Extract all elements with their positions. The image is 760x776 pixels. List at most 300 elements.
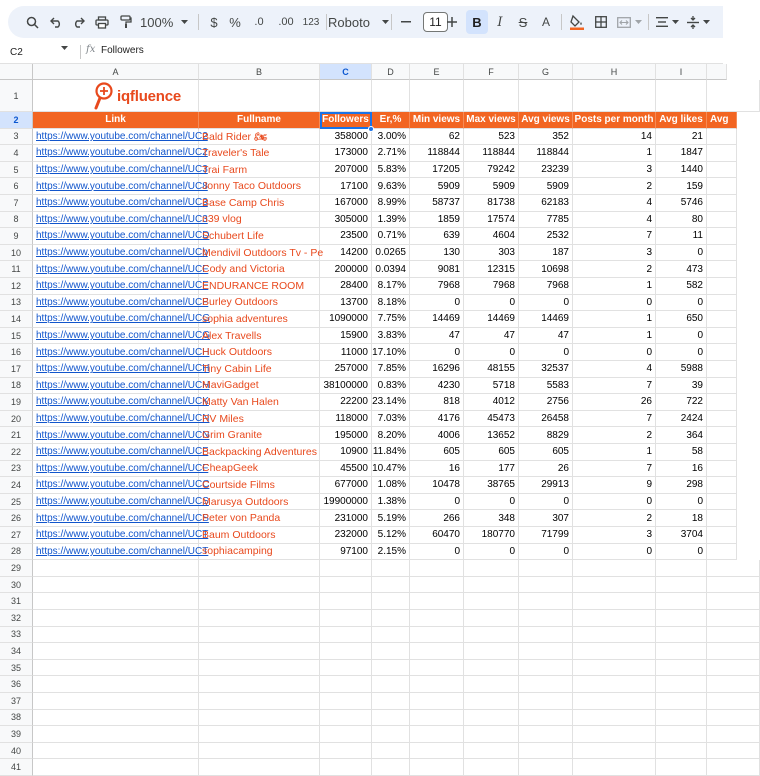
data-cell[interactable]: 266: [410, 510, 464, 527]
data-cell[interactable]: 2: [573, 178, 656, 195]
channel-link[interactable]: https://www.youtube.com/channel/UCT: [33, 527, 199, 544]
cell[interactable]: [464, 577, 519, 594]
data-cell[interactable]: 605: [464, 444, 519, 461]
channel-link[interactable]: https://www.youtube.com/channel/UC3: [33, 195, 199, 212]
number-format-button[interactable]: [300, 6, 322, 38]
fullname-cell[interactable]: MaviGadget: [199, 378, 320, 395]
data-cell[interactable]: 605: [519, 444, 573, 461]
data-cell[interactable]: 9: [573, 477, 656, 494]
cell[interactable]: [707, 477, 737, 494]
data-cell[interactable]: 3: [573, 527, 656, 544]
data-cell[interactable]: 9081: [410, 261, 464, 278]
channel-link[interactable]: https://www.youtube.com/channel/UCH: [33, 344, 199, 361]
data-cell[interactable]: 11000: [320, 344, 372, 361]
channel-link[interactable]: https://www.youtube.com/channel/UCF: [33, 444, 199, 461]
cell[interactable]: [372, 759, 410, 776]
formula-input[interactable]: Followers: [101, 45, 144, 56]
cell[interactable]: [707, 544, 737, 561]
row-header[interactable]: 26: [0, 510, 33, 527]
cell[interactable]: [410, 743, 464, 760]
data-cell[interactable]: 10478: [410, 477, 464, 494]
cell[interactable]: [372, 643, 410, 660]
cell[interactable]: [519, 743, 573, 760]
cell[interactable]: [707, 527, 737, 544]
data-cell[interactable]: 14469: [519, 311, 573, 328]
fullname-cell[interactable]: Jonny Taco Outdoors: [199, 178, 320, 195]
cell[interactable]: [372, 693, 410, 710]
data-cell[interactable]: 62: [410, 129, 464, 146]
fullname-cell[interactable]: Alex Travells: [199, 328, 320, 345]
channel-link[interactable]: https://www.youtube.com/channel/UC8: [33, 178, 199, 195]
data-cell[interactable]: 7968: [410, 278, 464, 295]
row-header[interactable]: 4: [0, 145, 33, 162]
data-cell[interactable]: 305000: [320, 212, 372, 229]
cell[interactable]: [320, 627, 372, 644]
data-cell[interactable]: 0: [656, 494, 707, 511]
row-header[interactable]: 38: [0, 710, 33, 727]
data-cell[interactable]: 0: [410, 494, 464, 511]
row-header[interactable]: 3: [0, 129, 33, 146]
row-header[interactable]: 41: [0, 759, 33, 776]
decrease-decimal-button[interactable]: [248, 6, 270, 38]
data-cell[interactable]: 7.85%: [372, 361, 410, 378]
data-cell[interactable]: 7: [573, 461, 656, 478]
currency-format-button[interactable]: [205, 6, 223, 38]
cell[interactable]: [320, 676, 372, 693]
data-cell[interactable]: 3: [573, 245, 656, 262]
channel-link[interactable]: https://www.youtube.com/channel/UCF: [33, 278, 199, 295]
data-cell[interactable]: 19900000: [320, 494, 372, 511]
cell[interactable]: [320, 710, 372, 727]
cell[interactable]: [573, 80, 656, 112]
cell[interactable]: [199, 560, 320, 577]
data-cell[interactable]: 4: [573, 361, 656, 378]
data-cell[interactable]: 5909: [410, 178, 464, 195]
cell[interactable]: [372, 710, 410, 727]
data-cell[interactable]: 358000: [320, 129, 372, 146]
fullname-cell[interactable]: Baum Outdoors: [199, 527, 320, 544]
data-cell[interactable]: 5.12%: [372, 527, 410, 544]
cell[interactable]: [707, 610, 760, 627]
data-cell[interactable]: 26458: [519, 411, 573, 428]
cell[interactable]: [464, 560, 519, 577]
row-header[interactable]: 31: [0, 593, 33, 610]
row-header[interactable]: 30: [0, 577, 33, 594]
cell[interactable]: [33, 759, 199, 776]
cell[interactable]: [573, 743, 656, 760]
cell[interactable]: [464, 593, 519, 610]
channel-link[interactable]: https://www.youtube.com/channel/UCG: [33, 311, 199, 328]
cell[interactable]: [656, 726, 707, 743]
cell[interactable]: [707, 759, 760, 776]
data-cell[interactable]: 5746: [656, 195, 707, 212]
cell[interactable]: [656, 610, 707, 627]
cell[interactable]: [320, 610, 372, 627]
cell[interactable]: [464, 759, 519, 776]
cell[interactable]: [707, 295, 737, 312]
cell[interactable]: [656, 743, 707, 760]
data-cell[interactable]: 0: [410, 295, 464, 312]
cell[interactable]: [656, 577, 707, 594]
data-cell[interactable]: 0: [519, 544, 573, 561]
data-cell[interactable]: 4: [573, 195, 656, 212]
channel-link[interactable]: https://www.youtube.com/channel/UCT: [33, 544, 199, 561]
data-cell[interactable]: 167000: [320, 195, 372, 212]
data-cell[interactable]: 14: [573, 129, 656, 146]
cell[interactable]: [464, 710, 519, 727]
data-cell[interactable]: 15900: [320, 328, 372, 345]
data-cell[interactable]: 159: [656, 178, 707, 195]
cell[interactable]: [519, 577, 573, 594]
header-cell-fullname[interactable]: Fullname: [199, 112, 320, 129]
data-cell[interactable]: 4012: [464, 394, 519, 411]
data-cell[interactable]: 257000: [320, 361, 372, 378]
cell[interactable]: [410, 80, 464, 112]
fullname-cell[interactable]: Schubert Life: [199, 228, 320, 245]
cell[interactable]: [199, 759, 320, 776]
channel-link[interactable]: https://www.youtube.com/channel/UCS: [33, 494, 199, 511]
data-cell[interactable]: 639: [410, 228, 464, 245]
data-cell[interactable]: 7: [573, 228, 656, 245]
cell[interactable]: [320, 593, 372, 610]
cell[interactable]: [573, 560, 656, 577]
cell[interactable]: [707, 278, 737, 295]
channel-link[interactable]: https://www.youtube.com/channel/UCN: [33, 411, 199, 428]
cell[interactable]: [372, 80, 410, 112]
fullname-cell[interactable]: Traveler's Tale: [199, 145, 320, 162]
data-cell[interactable]: 0.0265: [372, 245, 410, 262]
data-cell[interactable]: 0: [573, 295, 656, 312]
data-cell[interactable]: 1440: [656, 162, 707, 179]
row-header[interactable]: 32: [0, 610, 33, 627]
column-header-b[interactable]: B: [199, 64, 320, 80]
cell[interactable]: [33, 726, 199, 743]
header-cell-max-views[interactable]: Max views: [464, 112, 519, 129]
data-cell[interactable]: 38100000: [320, 378, 372, 395]
cell[interactable]: [199, 577, 320, 594]
data-cell[interactable]: 3.00%: [372, 129, 410, 146]
data-cell[interactable]: 7.75%: [372, 311, 410, 328]
cell[interactable]: [372, 627, 410, 644]
cell[interactable]: [372, 743, 410, 760]
cell[interactable]: [33, 643, 199, 660]
cell[interactable]: [320, 726, 372, 743]
data-cell[interactable]: 5718: [464, 378, 519, 395]
cell[interactable]: [573, 710, 656, 727]
row-header[interactable]: 40: [0, 743, 33, 760]
text-color-button[interactable]: [536, 6, 556, 38]
cell[interactable]: [410, 759, 464, 776]
data-cell[interactable]: 352: [519, 129, 573, 146]
data-cell[interactable]: 4604: [464, 228, 519, 245]
cell[interactable]: [573, 676, 656, 693]
cell[interactable]: [707, 693, 760, 710]
row-header[interactable]: 25: [0, 494, 33, 511]
fullname-cell[interactable]: Peter von Panda: [199, 510, 320, 527]
row-header[interactable]: 13: [0, 295, 33, 312]
data-cell[interactable]: 7: [573, 411, 656, 428]
data-cell[interactable]: 47: [519, 328, 573, 345]
data-cell[interactable]: 8.18%: [372, 295, 410, 312]
data-cell[interactable]: 38765: [464, 477, 519, 494]
channel-link[interactable]: https://www.youtube.com/channel/UCC: [33, 477, 199, 494]
data-cell[interactable]: 5.83%: [372, 162, 410, 179]
cell[interactable]: [707, 378, 737, 395]
chevron-down-icon[interactable]: [61, 46, 68, 50]
cell[interactable]: [707, 344, 737, 361]
cell[interactable]: [372, 660, 410, 677]
cell[interactable]: [656, 593, 707, 610]
data-cell[interactable]: 47: [464, 328, 519, 345]
row-header[interactable]: 2: [0, 112, 33, 129]
channel-link[interactable]: https://www.youtube.com/channel/UCG: [33, 328, 199, 345]
data-cell[interactable]: 71799: [519, 527, 573, 544]
header-cell-min-views[interactable]: Min views: [410, 112, 464, 129]
data-cell[interactable]: 0: [656, 544, 707, 561]
data-cell[interactable]: 45500: [320, 461, 372, 478]
cell[interactable]: [372, 676, 410, 693]
cell[interactable]: [707, 510, 737, 527]
cell[interactable]: [199, 676, 320, 693]
cell[interactable]: [707, 494, 737, 511]
data-cell[interactable]: 10.47%: [372, 461, 410, 478]
data-cell[interactable]: 23.14%: [372, 394, 410, 411]
row-header[interactable]: 10: [0, 245, 33, 262]
data-cell[interactable]: 60470: [410, 527, 464, 544]
data-cell[interactable]: 582: [656, 278, 707, 295]
cell[interactable]: [707, 427, 737, 444]
channel-link[interactable]: https://www.youtube.com/channel/UCF: [33, 295, 199, 312]
data-cell[interactable]: 307: [519, 510, 573, 527]
data-cell[interactable]: 2: [573, 261, 656, 278]
data-cell[interactable]: 80: [656, 212, 707, 229]
data-cell[interactable]: 0: [573, 494, 656, 511]
cell[interactable]: [707, 627, 760, 644]
row-header[interactable]: 39: [0, 726, 33, 743]
cell[interactable]: [320, 660, 372, 677]
data-cell[interactable]: 231000: [320, 510, 372, 527]
print-icon[interactable]: [92, 6, 112, 38]
cell[interactable]: [707, 80, 760, 112]
vertical-align-icon[interactable]: [684, 6, 712, 38]
row-header[interactable]: 18: [0, 378, 33, 395]
cell[interactable]: [573, 593, 656, 610]
data-cell[interactable]: 298: [656, 477, 707, 494]
cell[interactable]: [464, 627, 519, 644]
data-cell[interactable]: 45473: [464, 411, 519, 428]
column-header-e[interactable]: E: [410, 64, 464, 80]
cell[interactable]: [33, 577, 199, 594]
cell[interactable]: [707, 162, 737, 179]
bold-button[interactable]: [466, 10, 488, 34]
cell[interactable]: [464, 726, 519, 743]
cell[interactable]: [199, 610, 320, 627]
fullname-cell[interactable]: ENDURANCE ROOM: [199, 278, 320, 295]
data-cell[interactable]: 97100: [320, 544, 372, 561]
cell[interactable]: [707, 129, 737, 146]
cell[interactable]: [573, 610, 656, 627]
data-cell[interactable]: 5909: [519, 178, 573, 195]
font-size-input[interactable]: 11: [423, 12, 448, 32]
data-cell[interactable]: 7785: [519, 212, 573, 229]
cell[interactable]: [707, 212, 737, 229]
fullname-cell[interactable]: CheapGeek: [199, 461, 320, 478]
data-cell[interactable]: 818: [410, 394, 464, 411]
column-header-i[interactable]: I: [656, 64, 707, 80]
cell[interactable]: [410, 577, 464, 594]
cell[interactable]: [707, 261, 737, 278]
data-cell[interactable]: 1.39%: [372, 212, 410, 229]
data-cell[interactable]: 118844: [519, 145, 573, 162]
data-cell[interactable]: 195000: [320, 427, 372, 444]
fullname-cell[interactable]: Huck Outdoors: [199, 344, 320, 361]
cell[interactable]: [320, 759, 372, 776]
data-cell[interactable]: 7968: [464, 278, 519, 295]
data-cell[interactable]: 0: [519, 295, 573, 312]
cell[interactable]: [199, 660, 320, 677]
cell[interactable]: [707, 660, 760, 677]
data-cell[interactable]: 0: [519, 494, 573, 511]
row-header[interactable]: 28: [0, 544, 33, 561]
cell[interactable]: [464, 693, 519, 710]
cell[interactable]: [410, 627, 464, 644]
row-header[interactable]: 9: [0, 228, 33, 245]
data-cell[interactable]: 5988: [656, 361, 707, 378]
paint-format-icon[interactable]: [116, 6, 136, 38]
channel-link[interactable]: https://www.youtube.com/channel/UC2: [33, 145, 199, 162]
cell[interactable]: [33, 627, 199, 644]
column-header-c[interactable]: C: [320, 64, 372, 80]
data-cell[interactable]: 177: [464, 461, 519, 478]
cell[interactable]: [707, 361, 737, 378]
cell[interactable]: [410, 660, 464, 677]
data-cell[interactable]: 5909: [464, 178, 519, 195]
fullname-cell[interactable]: Backpacking Adventures: [199, 444, 320, 461]
data-cell[interactable]: 4230: [410, 378, 464, 395]
cell[interactable]: [519, 610, 573, 627]
cell[interactable]: [199, 743, 320, 760]
data-cell[interactable]: 0.0394: [372, 261, 410, 278]
data-cell[interactable]: 0: [464, 494, 519, 511]
cell[interactable]: [410, 710, 464, 727]
data-cell[interactable]: 118844: [410, 145, 464, 162]
cell[interactable]: [33, 593, 199, 610]
data-cell[interactable]: 5.19%: [372, 510, 410, 527]
row-header[interactable]: 8: [0, 212, 33, 229]
cell[interactable]: [519, 726, 573, 743]
data-cell[interactable]: 5583: [519, 378, 573, 395]
italic-button[interactable]: [490, 6, 510, 38]
row-header[interactable]: 33: [0, 627, 33, 644]
data-cell[interactable]: 200000: [320, 261, 372, 278]
cell[interactable]: [707, 743, 760, 760]
cell[interactable]: [573, 627, 656, 644]
cell[interactable]: [707, 228, 737, 245]
data-cell[interactable]: 17.10%: [372, 344, 410, 361]
cell[interactable]: [573, 693, 656, 710]
channel-link[interactable]: https://www.youtube.com/channel/UCF: [33, 261, 199, 278]
cell[interactable]: [410, 610, 464, 627]
data-cell[interactable]: 1090000: [320, 311, 372, 328]
fullname-cell[interactable]: n39 vlog: [199, 212, 320, 229]
cell[interactable]: [573, 577, 656, 594]
cell[interactable]: [707, 726, 760, 743]
percent-format-button[interactable]: [226, 6, 244, 38]
cell[interactable]: [519, 660, 573, 677]
data-cell[interactable]: 2.15%: [372, 544, 410, 561]
cell[interactable]: [707, 145, 737, 162]
data-cell[interactable]: 0: [573, 344, 656, 361]
cell[interactable]: [372, 726, 410, 743]
cell[interactable]: [656, 80, 707, 112]
data-cell[interactable]: 0: [464, 544, 519, 561]
data-cell[interactable]: 2756: [519, 394, 573, 411]
channel-link[interactable]: https://www.youtube.com/channel/UCD: [33, 228, 199, 245]
cell[interactable]: [372, 577, 410, 594]
cell[interactable]: [573, 759, 656, 776]
row-header[interactable]: 16: [0, 344, 33, 361]
column-header-d[interactable]: D: [372, 64, 410, 80]
row-header[interactable]: 7: [0, 195, 33, 212]
data-cell[interactable]: 303: [464, 245, 519, 262]
cell[interactable]: [573, 660, 656, 677]
cell[interactable]: [410, 726, 464, 743]
cell[interactable]: [33, 710, 199, 727]
zoom-select[interactable]: [140, 6, 190, 38]
data-cell[interactable]: 4176: [410, 411, 464, 428]
cell[interactable]: [656, 676, 707, 693]
channel-link[interactable]: https://www.youtube.com/channel/UCH: [33, 378, 199, 395]
data-cell[interactable]: 3.83%: [372, 328, 410, 345]
row-header[interactable]: 19: [0, 394, 33, 411]
row-header[interactable]: 17: [0, 361, 33, 378]
data-cell[interactable]: 348: [464, 510, 519, 527]
data-cell[interactable]: 523: [464, 129, 519, 146]
cell[interactable]: [573, 643, 656, 660]
cell[interactable]: [519, 643, 573, 660]
row-header[interactable]: 14: [0, 311, 33, 328]
cell[interactable]: [33, 660, 199, 677]
data-cell[interactable]: 8829: [519, 427, 573, 444]
data-cell[interactable]: 21: [656, 129, 707, 146]
data-cell[interactable]: 23500: [320, 228, 372, 245]
data-cell[interactable]: 13700: [320, 295, 372, 312]
cell[interactable]: [199, 80, 320, 112]
data-cell[interactable]: 0: [656, 245, 707, 262]
fullname-cell[interactable]: sophia adventures: [199, 311, 320, 328]
data-cell[interactable]: 47: [410, 328, 464, 345]
cell[interactable]: [519, 627, 573, 644]
cell[interactable]: [320, 743, 372, 760]
data-cell[interactable]: 10698: [519, 261, 573, 278]
row-header[interactable]: 6: [0, 178, 33, 195]
data-cell[interactable]: 1847: [656, 145, 707, 162]
cell[interactable]: [410, 593, 464, 610]
header-cell-avg-views[interactable]: Avg views: [519, 112, 573, 129]
fullname-cell[interactable]: Marusya Outdoors: [199, 494, 320, 511]
data-cell[interactable]: 14200: [320, 245, 372, 262]
channel-link[interactable]: https://www.youtube.com/channel/UC3: [33, 162, 199, 179]
horizontal-align-icon[interactable]: [653, 6, 681, 38]
cell[interactable]: [372, 593, 410, 610]
cell[interactable]: [573, 726, 656, 743]
row-header[interactable]: 1: [0, 80, 33, 112]
channel-link[interactable]: https://www.youtube.com/channel/UCS: [33, 510, 199, 527]
cell[interactable]: [410, 676, 464, 693]
data-cell[interactable]: 650: [656, 311, 707, 328]
cell[interactable]: [199, 627, 320, 644]
data-cell[interactable]: 18: [656, 510, 707, 527]
